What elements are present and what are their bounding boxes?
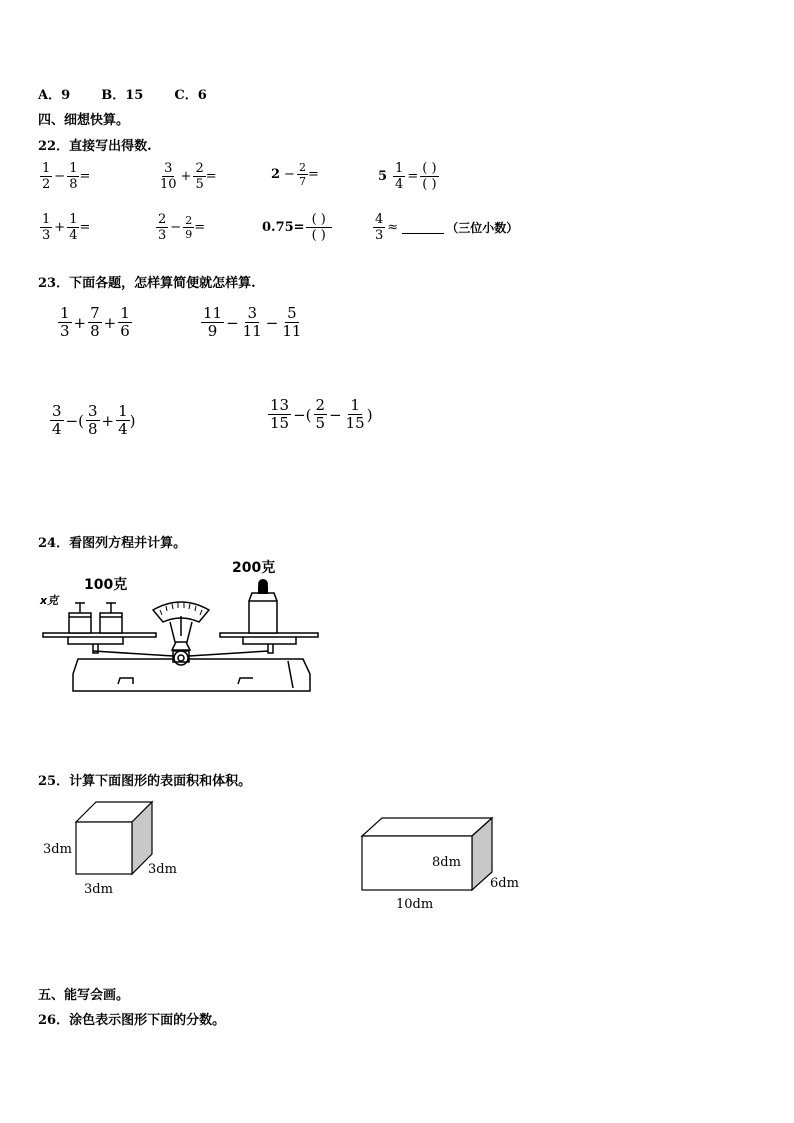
q23-expr-3: $\frac{3}{4}$ −( $\frac{3}{8}$ + $\frac{1}{4}$ ) <box>52 402 136 438</box>
weight-100g-label: 100克 <box>84 577 128 593</box>
weight-200g-label: 200克 <box>232 560 276 576</box>
balance-scale-figure <box>38 556 328 701</box>
cuboid-height-label: 8dm <box>432 855 461 870</box>
cube-figure <box>70 798 160 878</box>
option-b: B．15 <box>101 88 144 103</box>
cuboid-depth-label: 6dm <box>490 876 519 891</box>
section-4-heading: 四、细想快算。 <box>38 113 130 128</box>
section-5-heading: 五、能写会画。 <box>38 988 130 1003</box>
cuboid-length-label: 10dm <box>396 897 434 912</box>
q23-expr-4: $\frac{13}{15}$ −( $\frac{2}{5}$ − $\frac{1}{15}$ ) <box>270 396 373 432</box>
cube-depth-label: 3dm <box>148 862 177 877</box>
q23-expr-2: $\frac{11}{9}$ − $\frac{3}{11}$ − $\frac{5}{11}$ <box>203 304 302 340</box>
cube-height-label: 3dm <box>43 842 72 857</box>
answer-blank[interactable] <box>402 221 444 234</box>
weight-x-label: x克 <box>40 594 59 607</box>
option-a: A．9 <box>38 88 71 103</box>
q22-title: 22．直接写出得数. <box>38 139 152 154</box>
q25-title: 25．计算下面图形的表面积和体积。 <box>38 774 252 789</box>
q22-expr-1: $\frac{1}{2}$ − $\frac{1}{8}$ = <box>42 161 91 192</box>
q22-expr-3: 2 − $\frac{2}{7}$ = <box>271 161 319 188</box>
q22-expr-6: $\frac{2}{3}$ − $\frac{2}{9}$ = <box>158 212 206 243</box>
q22-expr-7: 0.75= $\frac{( )}{( )}$ <box>262 213 332 242</box>
answer-options <box>38 84 207 103</box>
q23-expr-1: $\frac{1}{3}$ + $\frac{7}{8}$ + $\frac{1}{6}$ <box>60 304 130 340</box>
cuboid-figure <box>358 814 498 894</box>
q23-title: 23．下面各题，怎样算简便就怎样算. <box>38 276 256 291</box>
cube-width-label: 3dm <box>84 882 113 897</box>
q22-expr-8: $\frac{4}{3}$ ≈ （三位小数） <box>375 212 519 243</box>
q22-expr-4: 5 $\frac{1}{4}$ = $\frac{( )}{( )}$ <box>378 161 437 192</box>
q22-expr-5: $\frac{1}{3}$ + $\frac{1}{4}$ = <box>42 212 91 243</box>
option-c: C．6 <box>174 88 207 103</box>
q24-title: 24．看图列方程并计算。 <box>38 536 187 551</box>
q26-title: 26．涂色表示图形下面的分数。 <box>38 1013 226 1028</box>
q22-expr-2: $\frac{3}{10}$ + $\frac{2}{5}$ = <box>160 161 217 192</box>
